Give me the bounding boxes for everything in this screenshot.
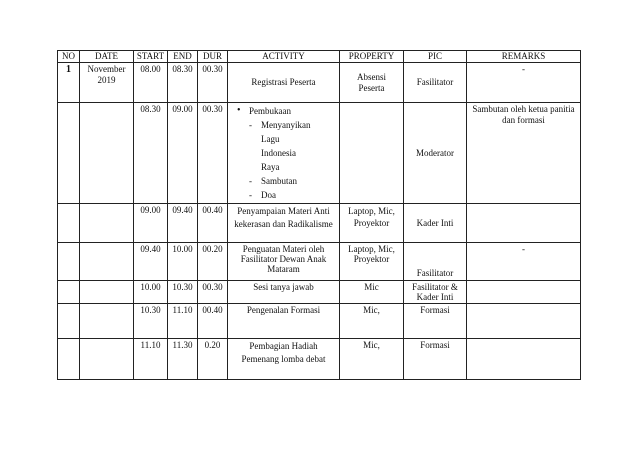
row-pic (404, 243, 467, 281)
row-property: Laptop, Mic, Proyektor (340, 243, 404, 281)
row-no (58, 204, 80, 243)
header-end: END (168, 51, 198, 63)
row-date (80, 339, 134, 380)
row-date: November 2019 (80, 63, 134, 103)
activity-item: - Menyanyikan (235, 118, 336, 132)
row-end: 08.30 (168, 63, 198, 103)
row-date (80, 243, 134, 281)
row-remarks: - (467, 243, 581, 281)
row-activity: Penyampaian Materi Anti kekerasan dan Radikalisme (228, 204, 340, 243)
row-pic (404, 63, 467, 103)
row-activity (228, 63, 340, 103)
activity-item: - Doa (235, 188, 336, 202)
row-end: 10.30 (168, 281, 198, 304)
table-row (58, 63, 581, 103)
row-start: 08.00 (134, 63, 168, 103)
header-remarks: REMARKS (467, 51, 581, 63)
row-end: 11.30 (168, 339, 198, 380)
row-dur: 00.30 (198, 281, 228, 304)
activity-list (231, 104, 336, 202)
schedule-table (57, 50, 581, 380)
row-remarks: - (467, 63, 581, 103)
table-row (58, 281, 581, 304)
row-property: Mic, (340, 304, 404, 339)
row-date (80, 204, 134, 243)
row-date (80, 103, 134, 204)
row-property (340, 63, 404, 103)
table-row (58, 204, 581, 243)
row-no (58, 304, 80, 339)
row-start: 10.00 (134, 281, 168, 304)
row-no (58, 103, 80, 204)
row-start: 09.00 (134, 204, 168, 243)
header-dur: DUR (198, 51, 228, 63)
row-start: 08.30 (134, 103, 168, 204)
row-end: 10.00 (168, 243, 198, 281)
pic-text: Fasilitator (416, 77, 454, 87)
row-remarks (467, 281, 581, 304)
header-property: PROPERTY (340, 51, 404, 63)
activity-title: • Pembukaan (235, 104, 336, 118)
row-pic (404, 204, 467, 243)
table-row (58, 339, 581, 380)
row-pic (404, 103, 467, 204)
row-activity: Pembagian Hadiah Pemenang lomba debat (228, 339, 340, 380)
header-pic: PIC (404, 51, 467, 63)
header-start: START (134, 51, 168, 63)
row-no: 1 (58, 63, 80, 103)
row-no (58, 339, 80, 380)
row-activity: Sesi tanya jawab (228, 281, 340, 304)
table-row (58, 243, 581, 281)
row-dur: 00.40 (198, 304, 228, 339)
row-activity (228, 103, 340, 204)
activity-item: - Sambutan (235, 174, 336, 188)
pic-text: Fasilitator (416, 268, 454, 278)
row-no (58, 281, 80, 304)
row-property (340, 103, 404, 204)
row-remarks (467, 204, 581, 243)
pic-text: Moderator (416, 147, 454, 158)
row-pic: Formasi (404, 339, 467, 380)
row-dur: 00.40 (198, 204, 228, 243)
row-activity: Penguatan Materi oleh Fasilitator Dewan Anak Mataram (228, 243, 340, 281)
property-text: Absensi Peserta (357, 71, 386, 93)
table-row (58, 103, 581, 204)
header-date: DATE (80, 51, 134, 63)
row-end: 09.00 (168, 103, 198, 204)
row-date (80, 281, 134, 304)
row-start: 11.10 (134, 339, 168, 380)
row-activity: Pengenalan Formasi (228, 304, 340, 339)
row-date (80, 304, 134, 339)
row-property: Mic (340, 281, 404, 304)
row-dur: 0.20 (198, 339, 228, 380)
table-row (58, 304, 581, 339)
row-end: 11.10 (168, 304, 198, 339)
activity-item: Lagu (261, 134, 280, 144)
activity-item: Indonesia (261, 148, 296, 158)
row-start: 09.40 (134, 243, 168, 281)
row-dur: 00.20 (198, 243, 228, 281)
activity-item: Raya (261, 162, 280, 172)
row-end: 09.40 (168, 204, 198, 243)
row-pic: Formasi (404, 304, 467, 339)
row-property: Mic, (340, 339, 404, 380)
header-no: NO (58, 51, 80, 63)
row-remarks (467, 304, 581, 339)
row-no (58, 243, 80, 281)
header-activity: ACTIVITY (228, 51, 340, 63)
activity-text: Registrasi Peserta (251, 77, 316, 87)
pic-text: Kader Inti (416, 217, 454, 228)
row-remarks (467, 339, 581, 380)
row-remarks: Sambutan oleh ketua panitia dan formasi (467, 103, 581, 204)
row-start: 10.30 (134, 304, 168, 339)
header-row (58, 51, 581, 63)
row-pic: Fasilitator & Kader Inti (404, 281, 467, 304)
row-dur: 00.30 (198, 63, 228, 103)
row-dur: 00.30 (198, 103, 228, 204)
row-property: Laptop, Mic, Proyektor (340, 204, 404, 243)
